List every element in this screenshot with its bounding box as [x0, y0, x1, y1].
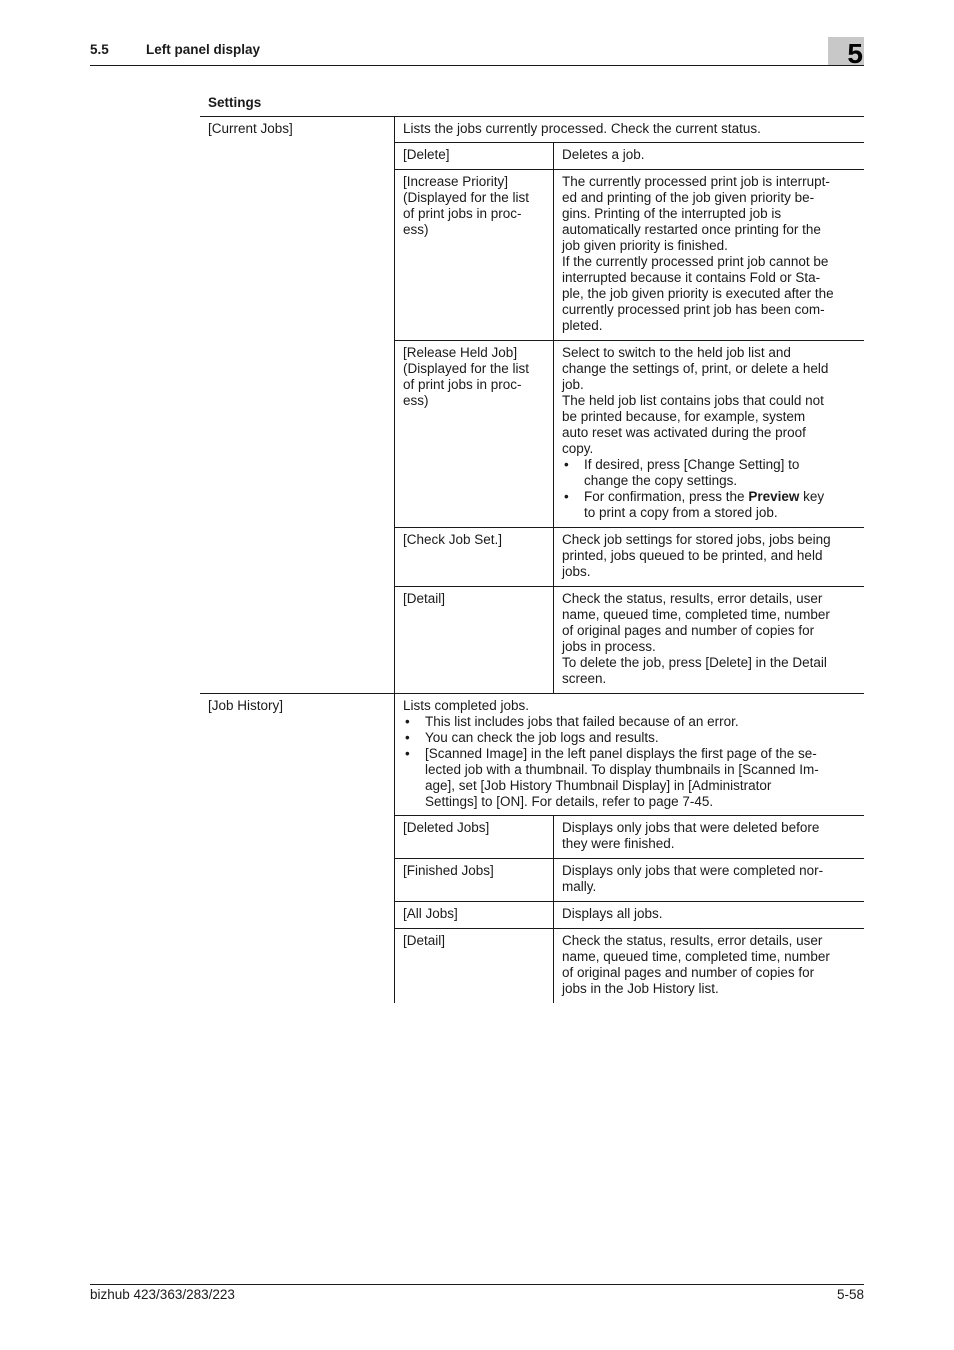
- footer-page-number: 5-58: [836, 1287, 864, 1302]
- group-body: [395, 694, 864, 1003]
- sub-label: [Check Job Set.]: [395, 528, 554, 586]
- sub-description: Displays only jobs that were deleted before they were finished.: [562, 820, 820, 851]
- bullet-item: • [Scanned Image] in the left panel displays the first page of the se- lected job with a thumbnail. To display thumbnails in [Scanned Im- age], set [Job History Thumbnail Display] in [Administrator Settings] to [ON]. For details, refer to page 7-45.: [403, 746, 856, 810]
- sub-row-delete: [395, 142, 864, 169]
- sub-description: Check the status, results, error details, user name, queued time, completed time, number of original pages and number of copies for jobs in process. To delete the job, press [Delete] in the Detail screen.: [562, 591, 830, 686]
- settings-table: [200, 116, 864, 1003]
- sub-row-deleted-jobs: [395, 815, 864, 858]
- preview-key-name: Preview: [748, 489, 800, 504]
- sub-label: [Deleted Jobs]: [395, 816, 554, 858]
- sub-description: The currently processed print job is interrupt- ed and printing of the job given priority be- gins. Printing of the interrupted job is automatically restarted once printing for the job given priority is finished. If the currently processed print job cannot be interrupted because it contains Fold or Sta- ple, the job given priority is executed after the currently processed print job has been com- pleted.: [562, 174, 834, 333]
- bullet-item: • If desired, press [Change Setting] to change the copy settings.: [562, 457, 856, 489]
- sub-label: [Detail]: [395, 929, 554, 1003]
- sub-label: [Detail]: [395, 587, 554, 693]
- group-description: Lists completed jobs. • This list includes jobs that failed because of an error. • You can check the job logs and results. • [Scanned Image] in the left panel displays the first page of the se- lected job with a thumbnail. To display thumbnails in [Scanned Im- age], set [Job History Thumbnail Display] in [Administrator Settings] to [ON]. For details, refer to page 7-45.: [395, 694, 864, 815]
- bullet-item: • You can check the job logs and results.: [403, 730, 856, 746]
- bullet-item: • For confirmation, press the Preview key to print a copy from a stored job.: [562, 489, 856, 521]
- group-current-jobs: [200, 116, 864, 693]
- sub-row-detail: [395, 586, 864, 693]
- sub-row-increase-priority: [395, 169, 864, 340]
- sub-label: [All Jobs]: [395, 902, 554, 928]
- sub-row-release-held-job: [395, 340, 864, 527]
- bullet-list: [403, 714, 856, 810]
- group-label: [Current Jobs]: [200, 117, 395, 693]
- bullet-item: • This list includes jobs that failed because of an error.: [403, 714, 856, 730]
- sub-row-detail: [395, 928, 864, 1003]
- group-label: [Job History]: [200, 694, 395, 1003]
- sub-label: [Increase Priority] (Displayed for the list of print jobs in proc- ess): [395, 170, 554, 340]
- footer-model: bizhub 423/363/283/223: [90, 1287, 235, 1302]
- sub-label: [Delete]: [395, 143, 554, 169]
- group-job-history: [200, 693, 864, 1003]
- group-body: [395, 117, 864, 693]
- sub-description: Displays all jobs.: [562, 906, 663, 921]
- sub-description: Displays only jobs that were completed nor- mally.: [562, 863, 824, 894]
- group-description: Lists the jobs currently processed. Check the current status.: [403, 121, 761, 136]
- sub-description: Check the status, results, error details, user name, queued time, completed time, number of original pages and number of copies for jobs in the Job History list.: [562, 933, 830, 996]
- footer-rule: [90, 1284, 864, 1285]
- sub-description: Deletes a job.: [562, 147, 645, 162]
- header-section-number: 5.5: [90, 42, 109, 57]
- sub-description: Select to switch to the held job list and change the settings of, print, or delete a held job. The held job list contains jobs that could not be printed because, for example, system auto reset was activated during the proof copy. • If desired, press [Change Setting] to change the copy settings. • For confirmation, press the Preview key to print a copy from a stored job.: [554, 341, 864, 527]
- sub-description: Check job settings for stored jobs, jobs being printed, jobs queued to be printed, and held jobs.: [562, 532, 831, 579]
- header-rule: [90, 65, 864, 66]
- sub-row-check-job-set: [395, 527, 864, 586]
- bullet-list: [562, 457, 856, 521]
- sub-label: [Finished Jobs]: [395, 859, 554, 901]
- sub-row-all-jobs: [395, 901, 864, 928]
- settings-heading: Settings: [208, 95, 262, 110]
- chapter-number-badge: 5: [828, 37, 864, 65]
- sub-label: [Release Held Job] (Displayed for the list of print jobs in proc- ess): [395, 341, 554, 527]
- header-section-title: Left panel display: [146, 42, 261, 57]
- sub-row-finished-jobs: [395, 858, 864, 901]
